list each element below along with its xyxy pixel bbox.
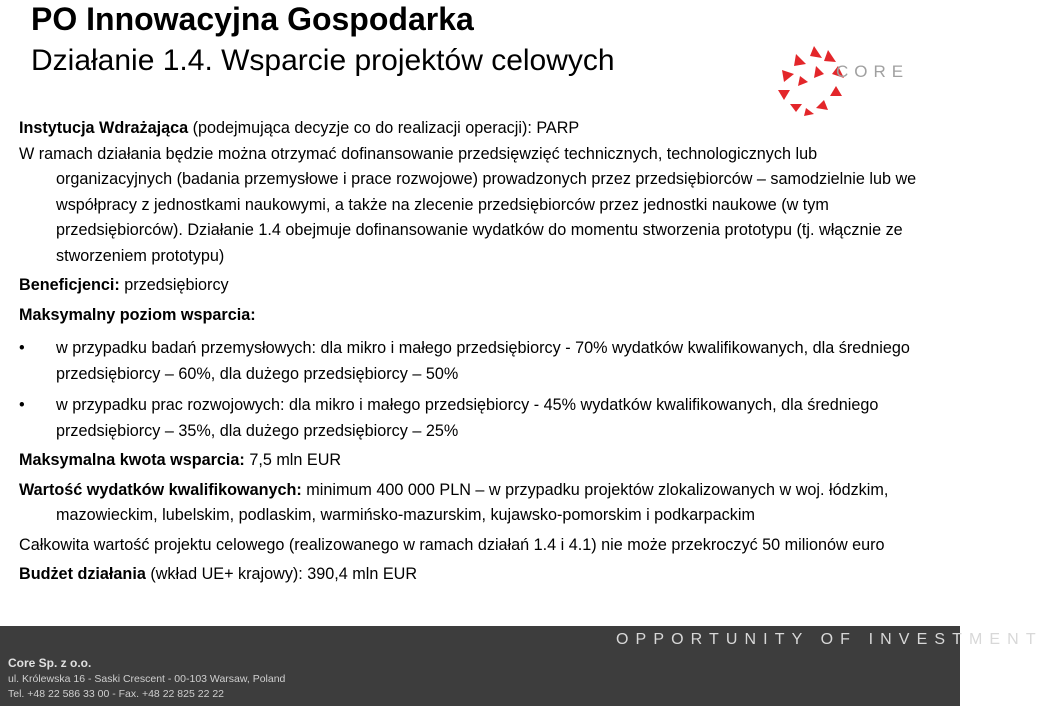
page-subtitle: Działanie 1.4. Wsparcie projektów celowych [31,44,615,77]
paragraph-text: minimum 400 000 PLN – w przypadku projektów zlokalizowanych w woj. łódzkim, mazowieckim, lubelskim, podlaskim, warmińsko-mazurskim, kujawsko-pomorskim i podkarpackim [56,480,889,524]
list-item [19,336,919,387]
paragraph-text: (podejmująca decyzje co do realizacji operacji): PARP [188,119,580,137]
bullet-icon: • [19,396,25,414]
bullet-icon: • [19,339,25,357]
paragraph-text: przedsiębiorcy [119,276,229,294]
logo-text: CORE [836,62,910,81]
list-item-text: w przypadku prac rozwojowych: dla mikro i małego przedsiębiorcy - 45% wydatków kwalifikowanych, dla średniego przedsiębiorcy – 35%, dla dużego przedsiębiorcy – 25% [56,396,879,440]
total-value [19,533,919,559]
label-bold: Beneficjenci: [19,276,120,294]
paragraph-text: Całkowita wartość projektu celowego (realizowanego w ramach działań 1.4 i 4.1) nie może przekroczyć 50 milionów euro [19,535,885,554]
implementing-institution [19,116,919,142]
label-bold: Instytucja Wdrażająca [19,119,189,137]
max-amount [19,448,919,474]
beneficiaries [19,273,919,299]
budget [19,562,919,588]
list-item-text: w przypadku badań przemysłowych: dla mikro i małego przedsiębiorcy - 70% wydatków kwalifikowanych, dla średniego przedsiębiorcy – 60%, dla dużego przedsiębiorcy – 50% [56,339,910,383]
list-item [19,393,919,444]
description-paragraph [19,142,919,270]
footer-phone: Tel. +48 22 586 33 00 - Fax. +48 22 825 22 22 [8,688,224,700]
footer-address: ul. Królewska 16 - Saski Crescent - 00-103 Warsaw, Poland [8,673,286,685]
eligible-costs [19,478,919,529]
max-support-heading [19,303,919,329]
main-content [19,116,919,588]
paragraph-text: 7,5 mln EUR [244,451,342,469]
footer-tagline: OPPORTUNITY OF INVESTMENT [616,631,1043,648]
label-bold: Budżet działania [19,565,146,583]
paragraph-text: (wkład UE+ krajowy): 390,4 mln EUR [145,565,418,583]
label-bold: Wartość wydatków kwalifikowanych: [19,480,302,499]
paragraph-text: W ramach działania będzie można otrzymać dofinansowanie przedsięwzięć technicznych, technologicznych lub organizacyjnych (badania przemysłowe i prace rozwojowe) prowadzonych przez przedsiębiorców – samodzielnie lub we współpracy z jednostkami naukowymi, a także na zlecenie przedsiębiorców przez jednostki naukowe (w tym przedsiębiorców). Działanie 1.4 obejmuje dofinansowanie wydatków do momentu stworzenia prototypu (tj. włącznie ze stworzeniem prototypu) [19,144,917,265]
page-title: PO Innowacyjna Gospodarka [31,1,474,37]
label-bold: Maksymalny poziom wsparcia: [19,305,256,324]
label-bold: Maksymalna kwota wsparcia: [19,451,245,469]
footer-company: Core Sp. z o.o. [8,656,92,670]
